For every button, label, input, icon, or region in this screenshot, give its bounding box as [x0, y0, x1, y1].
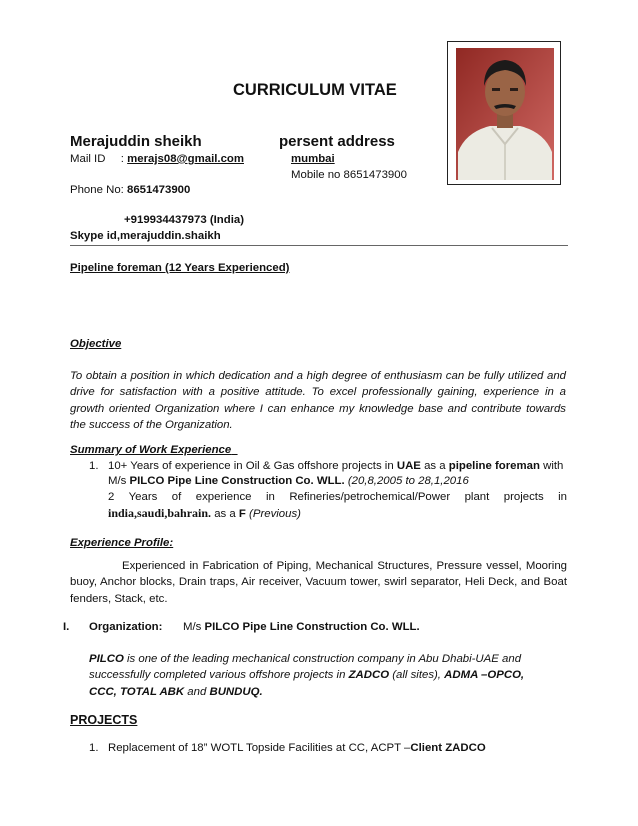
- summary-line-3: 2 Years of experience in Refineries/petrochemical/Power plant projects in: [108, 491, 567, 503]
- profile-heading: Experience Profile:: [70, 537, 174, 549]
- phone-number: 8651473900: [127, 184, 191, 196]
- address-heading: persent address: [279, 133, 395, 150]
- email-link[interactable]: merajs08@gmail.com: [127, 153, 244, 165]
- organization-label: Organization:: [89, 621, 163, 633]
- summary-heading: Summary of Work Experience: [70, 444, 232, 456]
- uae-text: UAE: [396, 460, 421, 472]
- mobile-number: Mobile no 8651473900: [291, 169, 407, 181]
- role-title: Pipeline foreman (12 Years Experienced): [70, 262, 290, 274]
- organization-numeral: I.: [63, 621, 70, 633]
- mail-separator: :: [120, 153, 128, 165]
- summary-item-number: 1.: [89, 460, 99, 472]
- employment-dates: (20,8,2005 to 28,1,2016: [344, 475, 469, 487]
- mail-row: [70, 153, 244, 165]
- profile-photo: [447, 41, 561, 185]
- profile-text: Experienced in Fabrication of Piping, Mechanical Structures, Pressure vessel, Mooring buoy, Anchor blocks, Drain traps, Air receiver, Vacuum tower, swirl separator, Heli Deck, and Boat fenders, Stack, etc.: [70, 560, 567, 605]
- header-divider: [70, 245, 568, 246]
- portrait-image: [456, 48, 554, 180]
- company-name: PILCO Pipe Line Construction Co. WLL.: [129, 475, 345, 487]
- mail-label: Mail ID: [70, 153, 106, 165]
- role-text: pipeline foreman: [448, 460, 540, 472]
- phone-row: [70, 184, 190, 196]
- phone-number-india: +919934437973 (India): [124, 214, 245, 226]
- objective-heading: Objective: [70, 338, 122, 350]
- project-client: Client ZADCO: [410, 742, 486, 754]
- previous-locations: india,saudi,bahrain.: [108, 506, 212, 520]
- skype-id: Skype id,merajuddin.shaikh: [70, 230, 221, 242]
- document-title: CURRICULUM VITAE: [233, 81, 397, 99]
- projects-heading: PROJECTS: [70, 713, 138, 727]
- address-city: mumbai: [291, 153, 335, 165]
- summary-line-4: india,saudi,bahrain. as a F (Previous): [108, 506, 301, 520]
- organization-name: PILCO Pipe Line Construction Co. WLL.: [204, 621, 420, 633]
- organization-name-row: M/s PILCO Pipe Line Construction Co. WLL.: [183, 621, 420, 633]
- summary-line-1: 10+ Years of experience in Oil & Gas offshore projects in UAE as a pipeline foreman with: [108, 460, 564, 472]
- organization-description: PILCO is one of the leading mechanical construction company in Abu Dhabi-UAE and successfully completed various offshore projects in ZADCO (all sites), ADMA –OPCO, CCC, TOTAL ABK and BUNDUQ.: [89, 653, 525, 698]
- objective-text: To obtain a position in which dedication and a high degree of enthusiasm can be fully utilized and drive for satisfaction with a positive attitude. To excel professionally gaining, experience in a growth oriented Organization where I can enhance my knowledge base and contribute towards the success of the Organization.: [70, 370, 566, 432]
- project-item-number: 1.: [89, 742, 99, 754]
- candidate-name: Merajuddin sheikh: [70, 133, 202, 150]
- summary-line-2: M/s PILCO Pipe Line Construction Co. WLL. (20,8,2005 to 28,1,2016: [108, 475, 469, 487]
- project-item: Replacement of 18” WOTL Topside Facilities at CC, ACPT –Client ZADCO: [108, 742, 486, 754]
- phone-label: Phone No:: [70, 184, 127, 196]
